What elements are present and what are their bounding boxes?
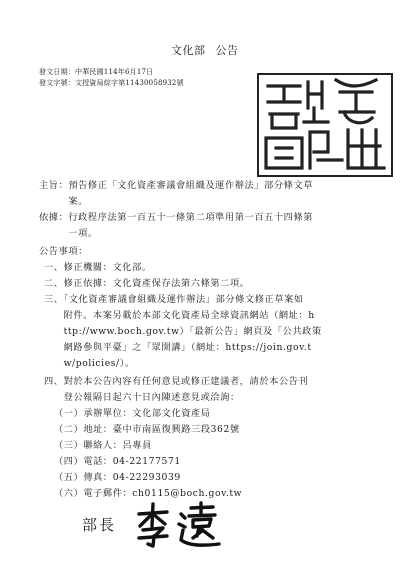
document-number: 發文字號：文授資局綜字第11430058932號 (39, 79, 184, 87)
subject-line-2: 案。 (39, 196, 88, 207)
signature-title: 部長 (82, 516, 117, 534)
handwritten-signature-icon (133, 500, 223, 550)
document-header (171, 42, 239, 58)
notice-item: 一、修正機關：文化部。 (44, 262, 152, 273)
issue-date: 發文日期：中華民國114年6月17日 (39, 68, 154, 76)
notice-title: 公告事項： (39, 246, 88, 257)
seal-icon (252, 68, 398, 181)
basis-line-2: 一項。 (39, 228, 98, 239)
notice-item: 四、對於本公告內容有任何意見或修正建議者，請於本公告刊 (44, 376, 309, 387)
issuing-agency: 文化部 (171, 44, 206, 57)
signature-handwritten (133, 500, 223, 550)
contact-line: （五）傳真：04-22293039 (54, 472, 181, 483)
notice-item: 登公報隔日起六十日內陳述意見或洽詢： (44, 392, 240, 403)
contact-line: （一）承辦單位：文化部文化資產局 (54, 408, 211, 419)
contact-line: （三）聯絡人：呂專員 (54, 440, 152, 451)
contact-line: （二）地址：臺中市南區復興路三段362號 (54, 424, 240, 435)
notice-item: 網路參與平臺」之「眾開講」（網址：https://join.gov.t (44, 342, 312, 353)
notice-item: ttp://www.boch.gov.tw）「最新公告」網頁及「公共政策 (44, 326, 322, 337)
subject-line-1: 主旨：預告修正「文化資產審議會組織及運作辦法」部分條文草 (39, 180, 314, 191)
notice-item: 附件。本案另載於本部文化資產局全球資訊網站（網址：h (44, 310, 315, 321)
notice-item: w/policies/）。 (44, 358, 135, 369)
official-seal (252, 68, 398, 181)
notice-item: 三、「文化資產審議會組織及運作辦法」部分條文修正草案如 (44, 294, 304, 305)
contact-line: （四）電話：04-22177571 (54, 456, 181, 467)
notice-item: 二、修正依據：文化資產保存法第六條第二項。 (44, 278, 250, 289)
contact-line: （六）電子郵件：ch0115@boch.gov.tw (54, 488, 243, 499)
basis-line-1: 依據：行政程序法第一百五十一條第二項準用第一百五十四條第 (39, 212, 314, 223)
document-type: 公告 (215, 44, 239, 57)
